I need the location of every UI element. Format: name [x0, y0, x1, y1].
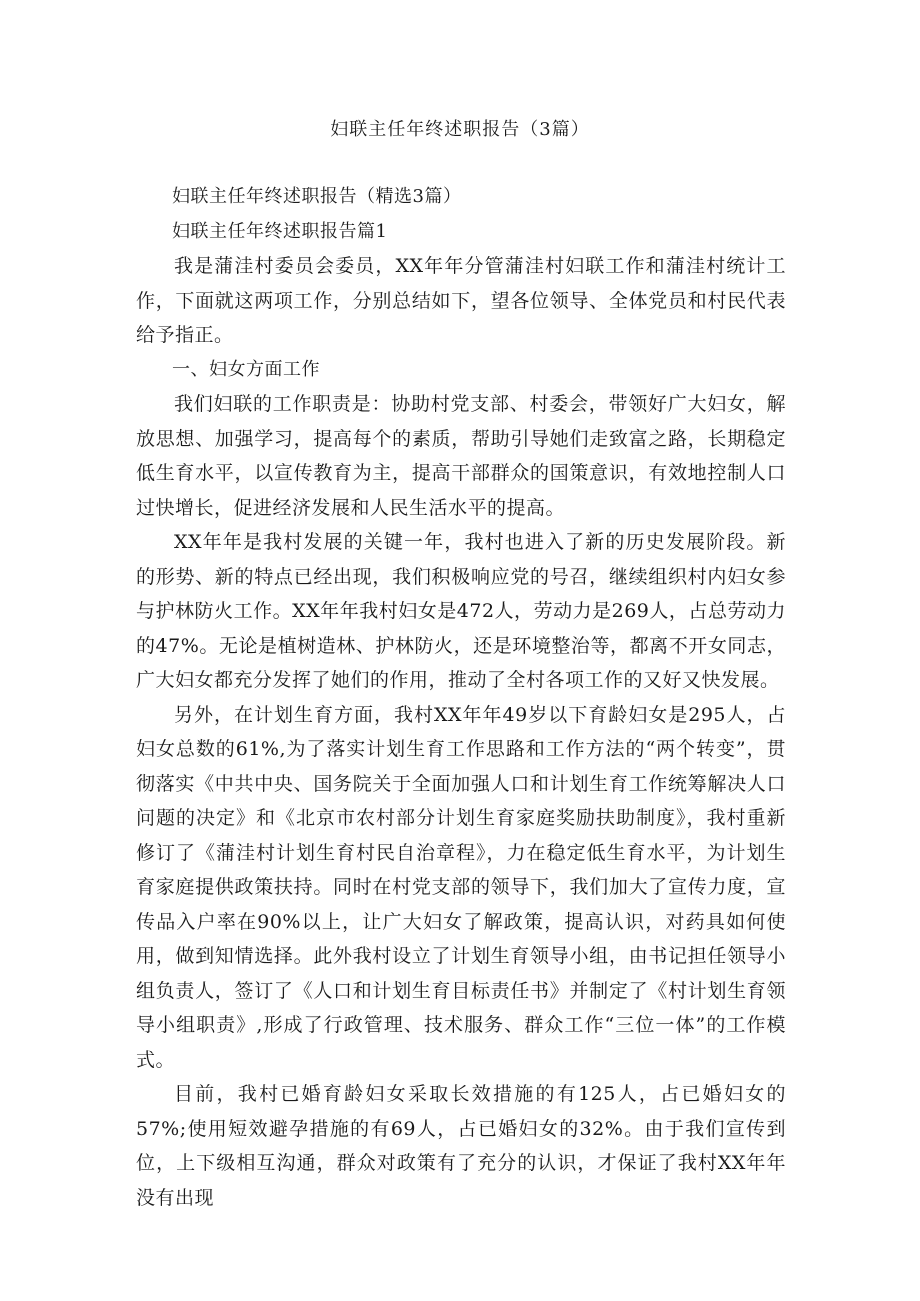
body-paragraph: 我是蒲洼村委员会委员，XX年年分管蒲洼村妇联工作和蒲洼村统计工作，下面就这两项工作，分别总结如下，望各位领导、全体党员和村民代表给予指正。: [136, 255, 786, 346]
document-body: [136, 180, 786, 1215]
section-heading: 一、妇女方面工作: [172, 358, 320, 380]
body-paragraph: 另外，在计划生育方面，我村XX年年49岁以下育龄妇女是295人，占妇女总数的61%,为了落实计划生育工作思路和工作方法的“两个转变”，贯彻落实《中共中央、国务院关于全面加强人口和计划生育工作统筹解决人口问题的决定》和《北京市农村部分计划生育家庭奖励扶助制度》，我村重新修订了《蒲洼村计划生育村民自治章程》，力在稳定低生育水平，为计划生育家庭提供政策扶持。同时在村党支部的领导下，我们加大了宣传力度，宣传品入户率在90%以上，让广大妇女了解政策，提高认识，对药具如何使用，做到知情选择。此外我村设立了计划生育领导小组，由书记担任领导小组负责人，签订了《人口和计划生育目标责任书》并制定了《村计划生育领导小组职责》,形成了行政管理、技术服务、群众工作“三位一体”的工作模式。: [136, 703, 786, 1071]
body-paragraph: XX年年是我村发展的关键一年，我村也进入了新的历史发展阶段。新的形势、新的特点已经出现，我们积极响应党的号召，继续组织村内妇女参与护林防火工作。XX年年我村妇女是472人，劳动力是269人，占总劳动力的47%。无论是植树造林、护林防火，还是环境整治等，都离不开女同志，广大妇女都充分发挥了她们的作用，推动了全村各项工作的又好又快发展。: [136, 531, 786, 691]
document-title: 妇联主任年终述职报告（3篇）: [330, 119, 590, 140]
body-paragraph: 目前，我村已婚育龄妇女采取长效措施的有125人，占已婚妇女的57%;使用短效避孕措施的有69人，占已婚妇女的32%。由于我们宣传到位，上下级相互沟通，群众对政策有了充分的认识，才保证了我村XX年年没有出现: [136, 1083, 786, 1209]
section-heading: 妇联主任年终述职报告篇1: [172, 220, 388, 242]
subtitle-paragraph: 妇联主任年终述职报告（精选3篇）: [172, 186, 462, 207]
body-paragraph: 我们妇联的工作职责是：协助村党支部、村委会，带领好广大妇女，解放思想、加强学习，提高每个的素质，帮助引导她们走致富之路，长期稳定低生育水平，以宣传教育为主，提高干部群众的国策意识，有效地控制人口过快增长，促进经济发展和人民生活水平的提高。: [136, 393, 786, 519]
